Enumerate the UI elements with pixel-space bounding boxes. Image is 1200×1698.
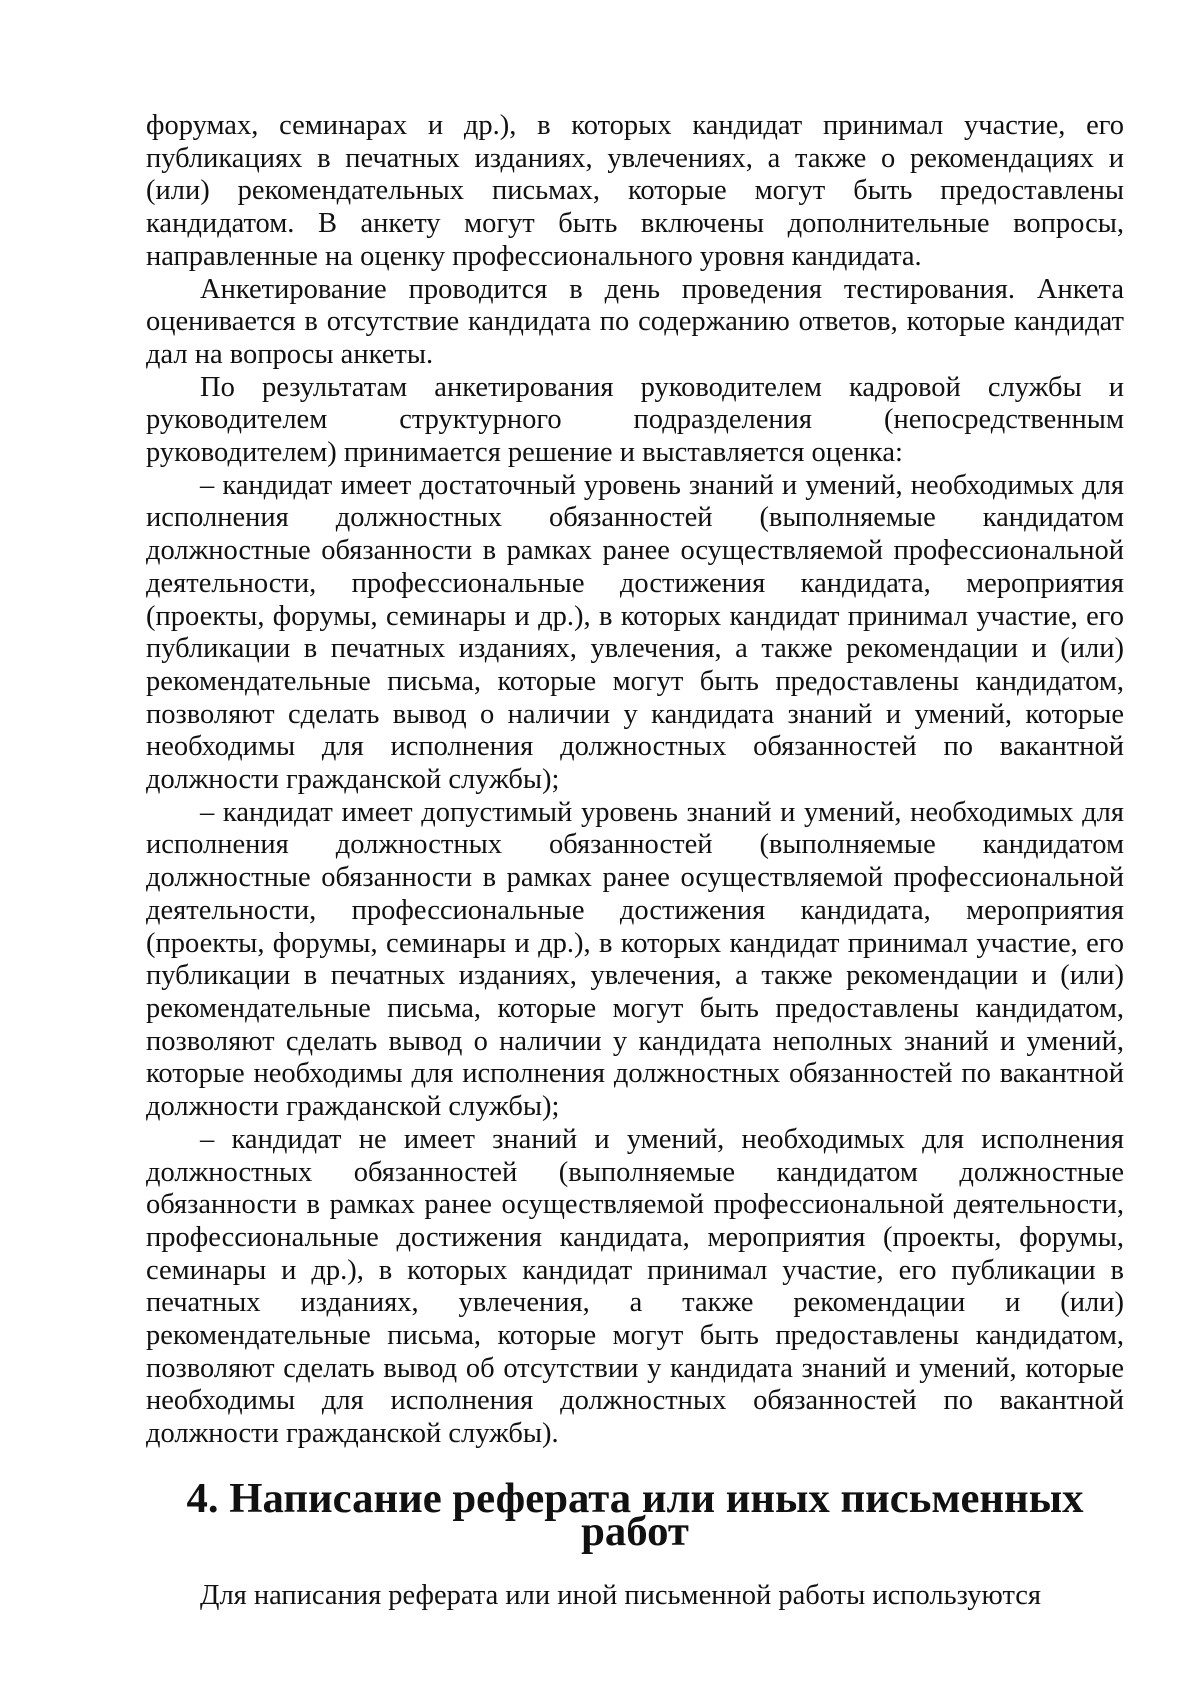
list-item-no-knowledge: – кандидат не имеет знаний и умений, необходимых для исполнения должностных обязанностей (выполняемые кандидатом должностные обязанности в рамках ранее осуществляемой профессиональной деятельности, профессиональные достижения кандидата, мероприятия (проекты, форумы, семинары и др.), в которых кандидат принимал участие, его публикации в печатных изданиях, увлечения, а также рекомендации и (или) рекомендательные письма, которые могут быть предоставлены кандидатом, позволяют сделать вывод об отсутствии у кандидата знаний и умений, которые необходимы для исполнения должностных обязанностей по вакантной должности гражданской службы). bbox=[146, 1123, 1124, 1450]
paragraph-essay-intro: Для написания реферата или иной письменной работы используются bbox=[200, 1580, 1042, 1612]
list-item-acceptable-level: – кандидат имеет допустимый уровень знаний и умений, необходимых для исполнения должностных обязанностей (выполняемые кандидатом должностные обязанности в рамках ранее осуществляемой профессиональной деятельности, профессиональные достижения кандидата, мероприятия (проекты, форумы, семинары и др.), в которых кандидат принимал участие, его публикации в печатных изданиях, увлечения, а также рекомендации и (или) рекомендательные письма, которые могут быть предоставлены кандидатом, позволяют сделать вывод о наличии у кандидата неполных знаний и умений, которые необходимы для исполнения должностных обязанностей по вакантной должности гражданской службы); bbox=[146, 796, 1124, 1123]
list-item-sufficient-level: – кандидат имеет достаточный уровень знаний и умений, необходимых для исполнения должностных обязанностей (выполняемые кандидатом должностные обязанности в рамках ранее осуществляемой профессиональной деятельности, профессиональные достижения кандидата, мероприятия (проекты, форумы, семинары и др.), в которых кандидат принимал участие, его публикации в печатных изданиях, увлечения, а также рекомендации и (или) рекомендательные письма, которые могут быть предоставлены кандидатом, позволяют сделать вывод о наличии у кандидата знаний и умений, которые необходимы для исполнения должностных обязанностей по вакантной должности гражданской службы); bbox=[146, 469, 1124, 796]
paragraph-continuation: форумах, семинарах и др.), в которых кандидат принимал участие, его публикациях в печатных изданиях, увлечениях, а также о рекомендациях и (или) рекомендательных письмах, которые могут быть предоставлены кандидатом. В анкету могут быть включены дополнительные вопросы, направленные на оценку профессионального уровня кандидата. bbox=[146, 110, 1124, 272]
paragraph-survey-procedure: Анкетирование проводится в день проведения тестирования. Анкета оценивается в отсутствие кандидата по содержанию ответов, которые кандидат дал на вопросы анкеты. bbox=[146, 273, 1124, 370]
section-heading: 4. Написание реферата или иных письменных работ bbox=[186, 1474, 1084, 1555]
paragraph-survey-results: По результатам анкетирования руководителем кадровой службы и руководителем структурного подразделения (непосредственным руководителем) принимается решение и выставляется оценка: bbox=[146, 371, 1124, 469]
document-page bbox=[146, 110, 1124, 1613]
